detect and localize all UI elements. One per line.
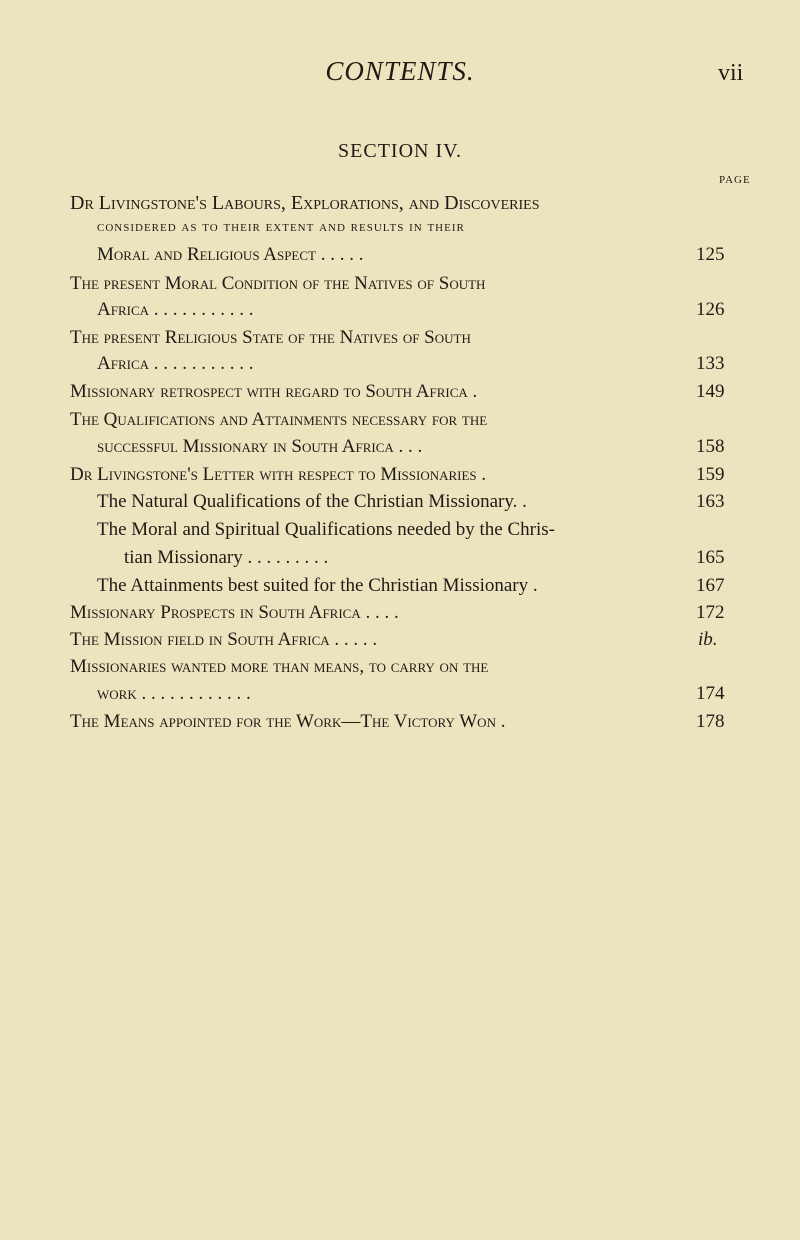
- toc-page-number: 165: [696, 547, 725, 568]
- toc-page-number: 163: [696, 491, 725, 512]
- toc-entry-line: successful Missionary in South Africa . . .: [97, 436, 423, 457]
- toc-entry-line: considered as to their extent and results in their: [97, 219, 465, 235]
- toc-page-number: 172: [696, 602, 725, 623]
- toc-entry-line: The Natural Qualifications of the Christian Missionary. .: [97, 491, 527, 512]
- toc-entry-line: Missionary Prospects in South Africa . . . .: [70, 602, 399, 623]
- toc-page-number: ib.: [698, 629, 718, 650]
- toc-entry-line: Africa . . . . . . . . . . .: [97, 353, 254, 374]
- toc-page-number: 159: [696, 464, 725, 485]
- toc-entry-line: tian Missionary . . . . . . . . .: [124, 547, 329, 568]
- toc-page-number: 178: [696, 711, 725, 732]
- toc-entry-line: The present Religious State of the Natives of South: [70, 327, 471, 348]
- toc-entry-line: The Moral and Spiritual Qualifications needed by the Chris-: [97, 519, 555, 540]
- toc-entry-line: The present Moral Condition of the Natives of South: [70, 273, 486, 294]
- toc-entry-line: Africa . . . . . . . . . . .: [97, 299, 254, 320]
- toc-page-number: 149: [696, 381, 725, 402]
- toc-entry-line: Dr Livingstone's Labours, Explorations, and Discoveries: [70, 192, 540, 214]
- toc-page-number: 126: [696, 299, 725, 320]
- toc-entry-line: The Attainments best suited for the Christian Missionary .: [97, 575, 538, 596]
- toc-entry-line: Missionaries wanted more than means, to carry on the: [70, 656, 489, 677]
- page-number: vii: [718, 60, 744, 86]
- toc-entry-line: Dr Livingstone's Letter with respect to Missionaries .: [70, 464, 487, 485]
- toc-entry-line: Missionary retrospect with regard to South Africa .: [70, 381, 478, 402]
- section-heading: SECTION IV.: [338, 140, 462, 162]
- running-head: CONTENTS.: [325, 56, 475, 86]
- toc-page-number: 167: [696, 575, 725, 596]
- toc-entry-line: Moral and Religious Aspect . . . . .: [97, 244, 364, 265]
- toc-entry-line: The Means appointed for the Work—The Victory Won .: [70, 711, 506, 732]
- toc-page-number: 125: [696, 244, 725, 265]
- toc-page-number: 158: [696, 436, 725, 457]
- toc-entry-line: work . . . . . . . . . . . .: [97, 683, 251, 704]
- toc-entry-line: The Qualifications and Attainments necessary for the: [70, 409, 488, 430]
- toc-entry-line: The Mission field in South Africa . . . . .: [70, 629, 378, 650]
- page-column-label: PAGE: [719, 174, 751, 186]
- toc-page-number: 133: [696, 353, 725, 374]
- toc-page-number: 174: [696, 683, 725, 704]
